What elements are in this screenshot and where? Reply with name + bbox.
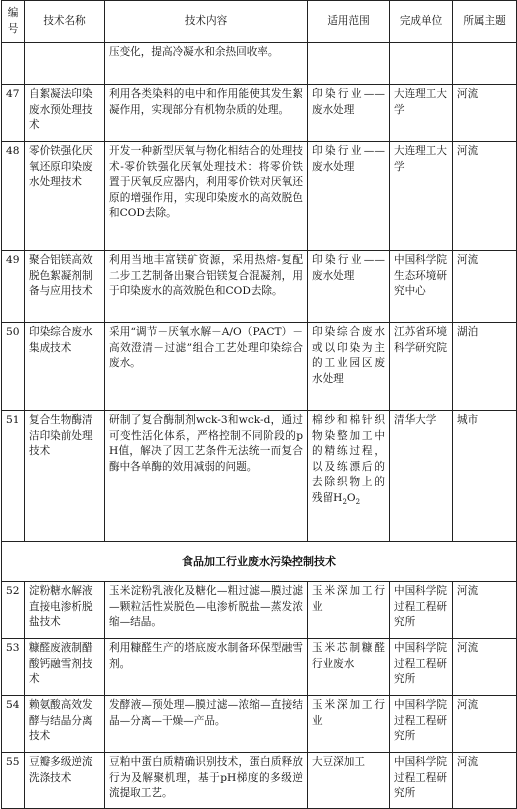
cell-content: 压变化，提高冷凝水和余热回收率。: [105, 43, 308, 85]
cell-unit: 江苏省环境科学研究院: [390, 323, 453, 411]
table-row: [2, 85, 517, 142]
cell-theme: 河流: [453, 753, 517, 809]
cell-unit: 中国科学院过程工程研究所: [390, 582, 453, 639]
technology-table: [1, 0, 517, 809]
cell-content: 研制了复合酶制剂wck-3和wck-d，通过可变性活化体系，严格控制不同阶段的pH值，解决了因工艺条件无法统一而复合酶中各单酶的效用减弱的问题。: [105, 411, 308, 542]
cell-num: 50: [2, 323, 25, 411]
table-row: [2, 753, 517, 809]
cell-unit: 中国科学院过程工程研究所: [390, 639, 453, 696]
section-title: 食品加工行业废水污染控制技术: [2, 542, 517, 582]
header-unit: 完成单位: [390, 1, 453, 43]
table-header-row: [2, 1, 517, 43]
cell-content: 开发一种新型厌氧与物化相结合的处理技术-零价铁强化厌氧处理技术：将零价铁置于厌氧反应器内，利用零价铁对厌氧还原的增强作用，实现印染废水的高效脱色和COD去除。: [105, 142, 308, 251]
scope-text-tail: O: [346, 491, 356, 504]
table-row: [2, 639, 517, 696]
cell-unit: [390, 43, 453, 85]
cell-num: 51: [2, 411, 25, 542]
cell-scope: 印染行业——废水处理: [308, 85, 390, 142]
cell-name: 赖氨酸高效发酵与结晶分离技术: [25, 696, 105, 753]
cell-name: 自絮凝法印染废水预处理技术: [25, 85, 105, 142]
cell-unit: 中国科学院生态环境研究中心: [390, 251, 453, 323]
header-tech-content: 技术内容: [105, 1, 308, 43]
header-number: 编号: [2, 1, 25, 43]
cell-unit: 中国科学院过程工程研究所: [390, 753, 453, 809]
table-row: [2, 251, 517, 323]
cell-scope: 玉米深加工行业: [308, 582, 390, 639]
cell-content: 利用当地丰富镁矿资源，采用热熔-复配二步工艺制备出聚合铝镁复合混凝剂，用于印染废水的高效脱色和COD去除。: [105, 251, 308, 323]
cell-num: 54: [2, 696, 25, 753]
cell-name: 豆瓣多级逆流洗涤技术: [25, 753, 105, 809]
cell-unit: 大连理工大学: [390, 142, 453, 251]
cell-num: 49: [2, 251, 25, 323]
cell-name: 糠醛废液制醋酸钙融雪剂技术: [25, 639, 105, 696]
cell-theme: 河流: [453, 639, 517, 696]
subscript: 2: [342, 498, 347, 507]
cell-unit: 大连理工大学: [390, 85, 453, 142]
cell-content: 发酵液—预处理—膜过滤—浓缩—直接结晶—分离—干燥—产品。: [105, 696, 308, 753]
table-row: [2, 411, 517, 542]
cell-content: 利用糠醛生产的塔底废水制备环保型融雪剂。: [105, 639, 308, 696]
header-theme: 所属主题: [453, 1, 517, 43]
cell-scope: 玉米芯制糠醛行业废水: [308, 639, 390, 696]
header-tech-name: 技术名称: [25, 1, 105, 43]
cell-theme: 河流: [453, 142, 517, 251]
table-row: [2, 696, 517, 753]
cell-scope: 玉米深加工行业: [308, 696, 390, 753]
cell-content: 玉米淀粉乳液化及糖化—粗过滤—膜过滤—颗粒活性炭脱色—电渗析脱盐—蒸发浓缩—结晶。: [105, 582, 308, 639]
cell-scope: [308, 411, 390, 542]
cell-num: 48: [2, 142, 25, 251]
scope-text: 棉纱和棉针织物染整加工中的精练过程，以及练漂后的去除织物上的残留H: [312, 414, 385, 504]
cell-num: 55: [2, 753, 25, 809]
cell-num: 52: [2, 582, 25, 639]
section-header-row: [2, 542, 517, 582]
cell-scope: 印染行业——废水处理: [308, 142, 390, 251]
table-row: [2, 582, 517, 639]
cell-content: 豆粕中蛋白质精确识别技术，蛋白质释放行为及解聚机理，基于pH梯度的多级逆流提取工艺。: [105, 753, 308, 809]
cell-theme: [453, 43, 517, 85]
table-row: [2, 142, 517, 251]
cell-num: 53: [2, 639, 25, 696]
cell-name: 印染综合废水集成技术: [25, 323, 105, 411]
cell-name: 零价铁强化厌氧还原印染废水处理技术: [25, 142, 105, 251]
cell-theme: 河流: [453, 85, 517, 142]
cell-name: 复合生物酶清洁印染前处理技术: [25, 411, 105, 542]
cell-num: 47: [2, 85, 25, 142]
cell-scope: 印染综合废水或以印染为主的工业园区废水处理: [308, 323, 390, 411]
cell-name: 聚合铝镁高效脱色絮凝剂制备与应用技术: [25, 251, 105, 323]
table-row: [2, 323, 517, 411]
cell-unit: 清华大学: [390, 411, 453, 542]
cell-theme: 城市: [453, 411, 517, 542]
cell-num: [2, 43, 25, 85]
cell-name: [25, 43, 105, 85]
cell-theme: 河流: [453, 696, 517, 753]
cell-scope: 大豆深加工: [308, 753, 390, 809]
cell-theme: 湖泊: [453, 323, 517, 411]
cell-content: 采用“调节－厌氧水解－A/O（PACT）－高效澄清－过滤”组合工艺处理印染综合废水。: [105, 323, 308, 411]
cell-content: 利用各类染料的电中和作用能使其发生絮凝作用，实现部分有机物杂质的处理。: [105, 85, 308, 142]
subscript: 2: [355, 498, 361, 507]
table-row-continuation: [2, 43, 517, 85]
cell-scope: [308, 43, 390, 85]
cell-unit: 中国科学院过程工程研究所: [390, 696, 453, 753]
header-scope: 适用范围: [308, 1, 390, 43]
cell-theme: 河流: [453, 582, 517, 639]
cell-theme: 河流: [453, 251, 517, 323]
cell-name: 淀粉糖水解液直接电渗析脱盐技术: [25, 582, 105, 639]
cell-scope: 印染行业——废水处理: [308, 251, 390, 323]
